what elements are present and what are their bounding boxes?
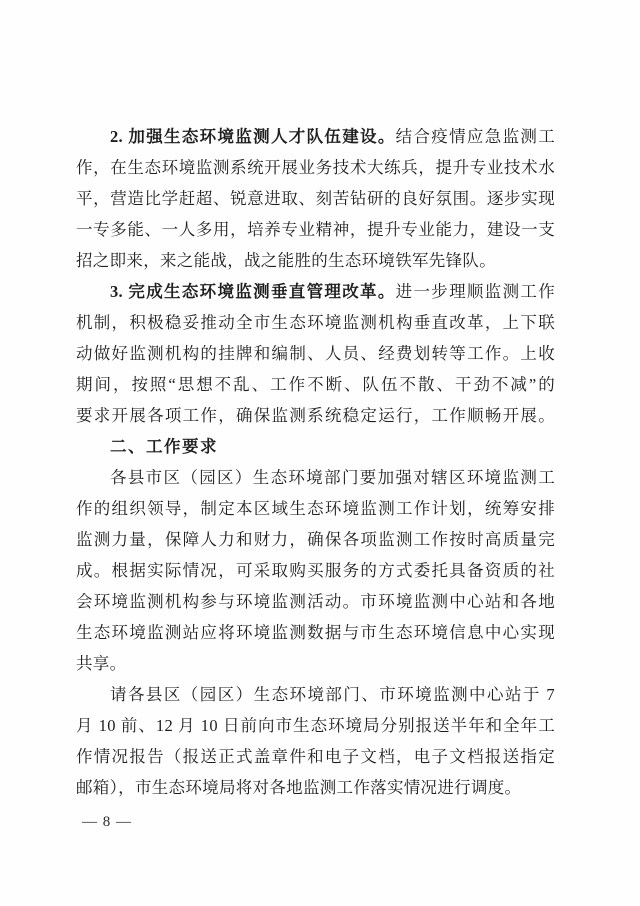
line-text: 招之即来，来之能战，战之能胜的生态环境铁军先锋队。	[76, 251, 496, 270]
line-text: 会环境监测机构参与环境监测活动。市环境监测中心站和各地	[76, 592, 555, 611]
line-text: 动做好监测机构的挂牌和编制、人员、经费划转等工作。上收	[76, 344, 555, 363]
document-line	[76, 183, 555, 214]
document-line	[76, 741, 555, 772]
document-line	[76, 772, 555, 803]
document-line	[76, 400, 555, 431]
paragraph-lead-bold: 2. 加强生态环境监测人才队伍建设。	[110, 127, 396, 146]
document-line	[76, 555, 555, 586]
line-text: 机制，积极稳妥推动全市生态环境监测机构垂直改革，上下联	[76, 313, 555, 332]
line-text: 进一步理顺监测工作	[395, 282, 556, 301]
document-line	[76, 617, 555, 648]
document-line	[76, 710, 555, 741]
line-text: 共享。	[76, 654, 127, 673]
document-line	[76, 245, 555, 276]
document-line	[76, 648, 555, 679]
line-text: 一专多能、一人多用，培养专业精神，提升专业能力，建设一支	[76, 220, 555, 239]
line-text: 作，在生态环境监测系统开展业务技术大练兵，提升专业技术水	[76, 158, 555, 177]
line-text: 各县市区（园区）生态环境部门要加强对辖区环境监测工	[110, 468, 555, 487]
document-line	[76, 338, 555, 369]
line-text: 请各县区（园区）生态环境部门、市环境监测中心站于 7	[110, 685, 555, 704]
line-text: 结合疫情应急监测工	[395, 127, 556, 146]
section-heading	[76, 431, 555, 462]
page-number: — 8 —	[82, 814, 132, 830]
document-line	[76, 524, 555, 555]
line-text: 作的组织领导，制定本区域生态环境监测工作计划，统筹安排	[76, 499, 555, 518]
paragraph-lead-bold: 3. 完成生态环境监测垂直管理改革。	[110, 282, 396, 301]
document-line	[76, 586, 555, 617]
line-text: 生态环境监测站应将环境监测数据与市生态环境信息中心实现	[76, 623, 555, 642]
document-line	[76, 152, 555, 183]
line-text: 二、工作要求	[110, 438, 218, 456]
line-text: 月 10 前、12 月 10 日前向市生态环境局分别报送半年和全年工	[76, 716, 555, 735]
document-line	[76, 276, 555, 307]
line-text: 要求开展各项工作，确保监测系统稳定运行，工作顺畅开展。	[76, 406, 555, 425]
line-text: 期间，按照“思想不乱、工作不断、队伍不散、干劲不减”的	[76, 375, 555, 394]
document-line	[76, 121, 555, 152]
line-text: 监测力量，保障人力和财力，确保各项监测工作按时高质量完	[76, 530, 555, 549]
document-line	[76, 214, 555, 245]
document-line	[76, 493, 555, 524]
document-line	[76, 307, 555, 338]
line-text: 成。根据实际情况，可采取购买服务的方式委托具备资质的社	[76, 561, 555, 580]
document-line	[76, 369, 555, 400]
document-body	[76, 121, 555, 803]
line-text: 邮箱），市生态环境局将对各地监测工作落实情况进行调度。	[76, 778, 522, 797]
document-line	[76, 462, 555, 493]
document-line	[76, 679, 555, 710]
line-text: 作情况报告（报送正式盖章件和电子文档，电子文档报送指定	[76, 747, 555, 766]
line-text: 平，营造比学赶超、锐意进取、刻苦钻研的良好氛围。逐步实现	[76, 189, 555, 208]
